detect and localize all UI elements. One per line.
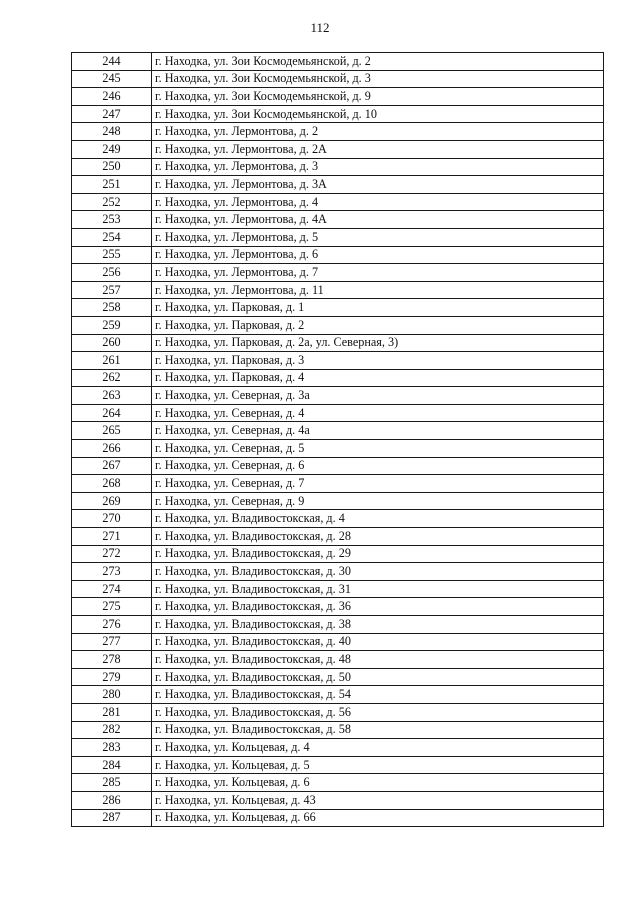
row-number: 257 — [72, 281, 152, 299]
row-address: г. Находка, ул. Лермонтова, д. 5 — [152, 228, 604, 246]
row-address: г. Находка, ул. Владивостокская, д. 36 — [152, 598, 604, 616]
table-row — [72, 70, 604, 88]
table-row — [72, 299, 604, 317]
table-row — [72, 475, 604, 493]
row-address: г. Находка, ул. Владивостокская, д. 58 — [152, 721, 604, 739]
table-row — [72, 580, 604, 598]
row-address: г. Находка, ул. Кольцевая, д. 66 — [152, 809, 604, 827]
row-address: г. Находка, ул. Владивостокская, д. 54 — [152, 686, 604, 704]
table-row — [72, 369, 604, 387]
row-number: 284 — [72, 756, 152, 774]
row-address: г. Находка, ул. Парковая, д. 1 — [152, 299, 604, 317]
row-number: 261 — [72, 352, 152, 370]
table-row — [72, 598, 604, 616]
row-number: 250 — [72, 158, 152, 176]
row-address: г. Находка, ул. Зои Космодемьянской, д. 9 — [152, 88, 604, 106]
table-row — [72, 774, 604, 792]
row-address: г. Находка, ул. Владивостокская, д. 29 — [152, 545, 604, 563]
table-row — [72, 246, 604, 264]
table-row — [72, 668, 604, 686]
row-number: 276 — [72, 616, 152, 634]
row-number: 254 — [72, 228, 152, 246]
row-address: г. Находка, ул. Лермонтова, д. 11 — [152, 281, 604, 299]
row-address: г. Находка, ул. Северная, д. 4 — [152, 404, 604, 422]
row-address: г. Находка, ул. Зои Космодемьянской, д. 2 — [152, 53, 604, 71]
table-row — [72, 703, 604, 721]
row-address: г. Находка, ул. Лермонтова, д. 2А — [152, 140, 604, 158]
row-number: 258 — [72, 299, 152, 317]
table-row — [72, 105, 604, 123]
row-address: г. Находка, ул. Лермонтова, д. 2 — [152, 123, 604, 141]
row-address: г. Находка, ул. Северная, д. 5 — [152, 440, 604, 458]
table-row — [72, 316, 604, 334]
row-address: г. Находка, ул. Кольцевая, д. 43 — [152, 791, 604, 809]
table-row — [72, 721, 604, 739]
row-number: 260 — [72, 334, 152, 352]
row-address: г. Находка, ул. Владивостокская, д. 48 — [152, 651, 604, 669]
row-address: г. Находка, ул. Владивостокская, д. 30 — [152, 563, 604, 581]
row-number: 256 — [72, 264, 152, 282]
row-address: г. Находка, ул. Парковая, д. 2а, ул. Северная, 3) — [152, 334, 604, 352]
row-number: 248 — [72, 123, 152, 141]
table-row — [72, 352, 604, 370]
table-row — [72, 193, 604, 211]
row-number: 266 — [72, 440, 152, 458]
table-row — [72, 528, 604, 546]
row-address: г. Находка, ул. Зои Космодемьянской, д. 10 — [152, 105, 604, 123]
row-address: г. Находка, ул. Лермонтова, д. 7 — [152, 264, 604, 282]
row-address: г. Находка, ул. Владивостокская, д. 50 — [152, 668, 604, 686]
table-row — [72, 228, 604, 246]
row-number: 270 — [72, 510, 152, 528]
row-number: 282 — [72, 721, 152, 739]
row-address: г. Находка, ул. Парковая, д. 4 — [152, 369, 604, 387]
address-table — [71, 52, 604, 827]
row-address: г. Находка, ул. Кольцевая, д. 5 — [152, 756, 604, 774]
row-number: 268 — [72, 475, 152, 493]
table-row — [72, 457, 604, 475]
row-address: г. Находка, ул. Северная, д. 4а — [152, 422, 604, 440]
table-row — [72, 53, 604, 71]
row-address: г. Находка, ул. Владивостокская, д. 40 — [152, 633, 604, 651]
table-row — [72, 563, 604, 581]
row-number: 283 — [72, 739, 152, 757]
row-address: г. Находка, ул. Владивостокская, д. 28 — [152, 528, 604, 546]
row-number: 269 — [72, 492, 152, 510]
row-number: 247 — [72, 105, 152, 123]
row-address: г. Находка, ул. Зои Космодемьянской, д. 3 — [152, 70, 604, 88]
table-row — [72, 545, 604, 563]
table-row — [72, 123, 604, 141]
row-address: г. Находка, ул. Кольцевая, д. 6 — [152, 774, 604, 792]
table-row — [72, 440, 604, 458]
row-number: 245 — [72, 70, 152, 88]
address-table-body — [72, 53, 604, 827]
row-number: 267 — [72, 457, 152, 475]
row-number: 274 — [72, 580, 152, 598]
table-row — [72, 88, 604, 106]
table-row — [72, 616, 604, 634]
row-number: 263 — [72, 387, 152, 405]
row-address: г. Находка, ул. Владивостокская, д. 38 — [152, 616, 604, 634]
row-number: 285 — [72, 774, 152, 792]
row-number: 264 — [72, 404, 152, 422]
table-row — [72, 686, 604, 704]
row-address: г. Находка, ул. Лермонтова, д. 4 — [152, 193, 604, 211]
row-address: г. Находка, ул. Парковая, д. 2 — [152, 316, 604, 334]
row-number: 272 — [72, 545, 152, 563]
table-row — [72, 739, 604, 757]
row-number: 255 — [72, 246, 152, 264]
table-row — [72, 492, 604, 510]
row-address: г. Находка, ул. Парковая, д. 3 — [152, 352, 604, 370]
table-row — [72, 404, 604, 422]
table-row — [72, 158, 604, 176]
row-number: 244 — [72, 53, 152, 71]
row-number: 253 — [72, 211, 152, 229]
row-address: г. Находка, ул. Северная, д. 7 — [152, 475, 604, 493]
row-address: г. Находка, ул. Северная, д. 6 — [152, 457, 604, 475]
row-address: г. Находка, ул. Северная, д. 3а — [152, 387, 604, 405]
table-row — [72, 211, 604, 229]
row-number: 275 — [72, 598, 152, 616]
row-number: 278 — [72, 651, 152, 669]
row-number: 280 — [72, 686, 152, 704]
row-number: 251 — [72, 176, 152, 194]
table-row — [72, 510, 604, 528]
row-number: 259 — [72, 316, 152, 334]
row-address: г. Находка, ул. Владивостокская, д. 56 — [152, 703, 604, 721]
table-row — [72, 140, 604, 158]
table-row — [72, 633, 604, 651]
row-address: г. Находка, ул. Владивостокская, д. 31 — [152, 580, 604, 598]
row-address: г. Находка, ул. Северная, д. 9 — [152, 492, 604, 510]
row-address: г. Находка, ул. Лермонтова, д. 3 — [152, 158, 604, 176]
row-address: г. Находка, ул. Кольцевая, д. 4 — [152, 739, 604, 757]
table-row — [72, 334, 604, 352]
row-number: 262 — [72, 369, 152, 387]
row-number: 286 — [72, 791, 152, 809]
row-number: 277 — [72, 633, 152, 651]
row-address: г. Находка, ул. Лермонтова, д. 3А — [152, 176, 604, 194]
table-row — [72, 387, 604, 405]
row-address: г. Находка, ул. Лермонтова, д. 6 — [152, 246, 604, 264]
row-number: 246 — [72, 88, 152, 106]
row-number: 273 — [72, 563, 152, 581]
row-address: г. Находка, ул. Лермонтова, д. 4А — [152, 211, 604, 229]
table-row — [72, 422, 604, 440]
table-row — [72, 791, 604, 809]
row-number: 271 — [72, 528, 152, 546]
row-number: 249 — [72, 140, 152, 158]
row-address: г. Находка, ул. Владивостокская, д. 4 — [152, 510, 604, 528]
table-row — [72, 281, 604, 299]
page-number: 112 — [310, 20, 330, 35]
row-number: 281 — [72, 703, 152, 721]
table-row — [72, 809, 604, 827]
table-row — [72, 756, 604, 774]
table-row — [72, 264, 604, 282]
row-number: 279 — [72, 668, 152, 686]
table-row — [72, 651, 604, 669]
row-number: 265 — [72, 422, 152, 440]
row-number: 252 — [72, 193, 152, 211]
row-number: 287 — [72, 809, 152, 827]
table-row — [72, 176, 604, 194]
